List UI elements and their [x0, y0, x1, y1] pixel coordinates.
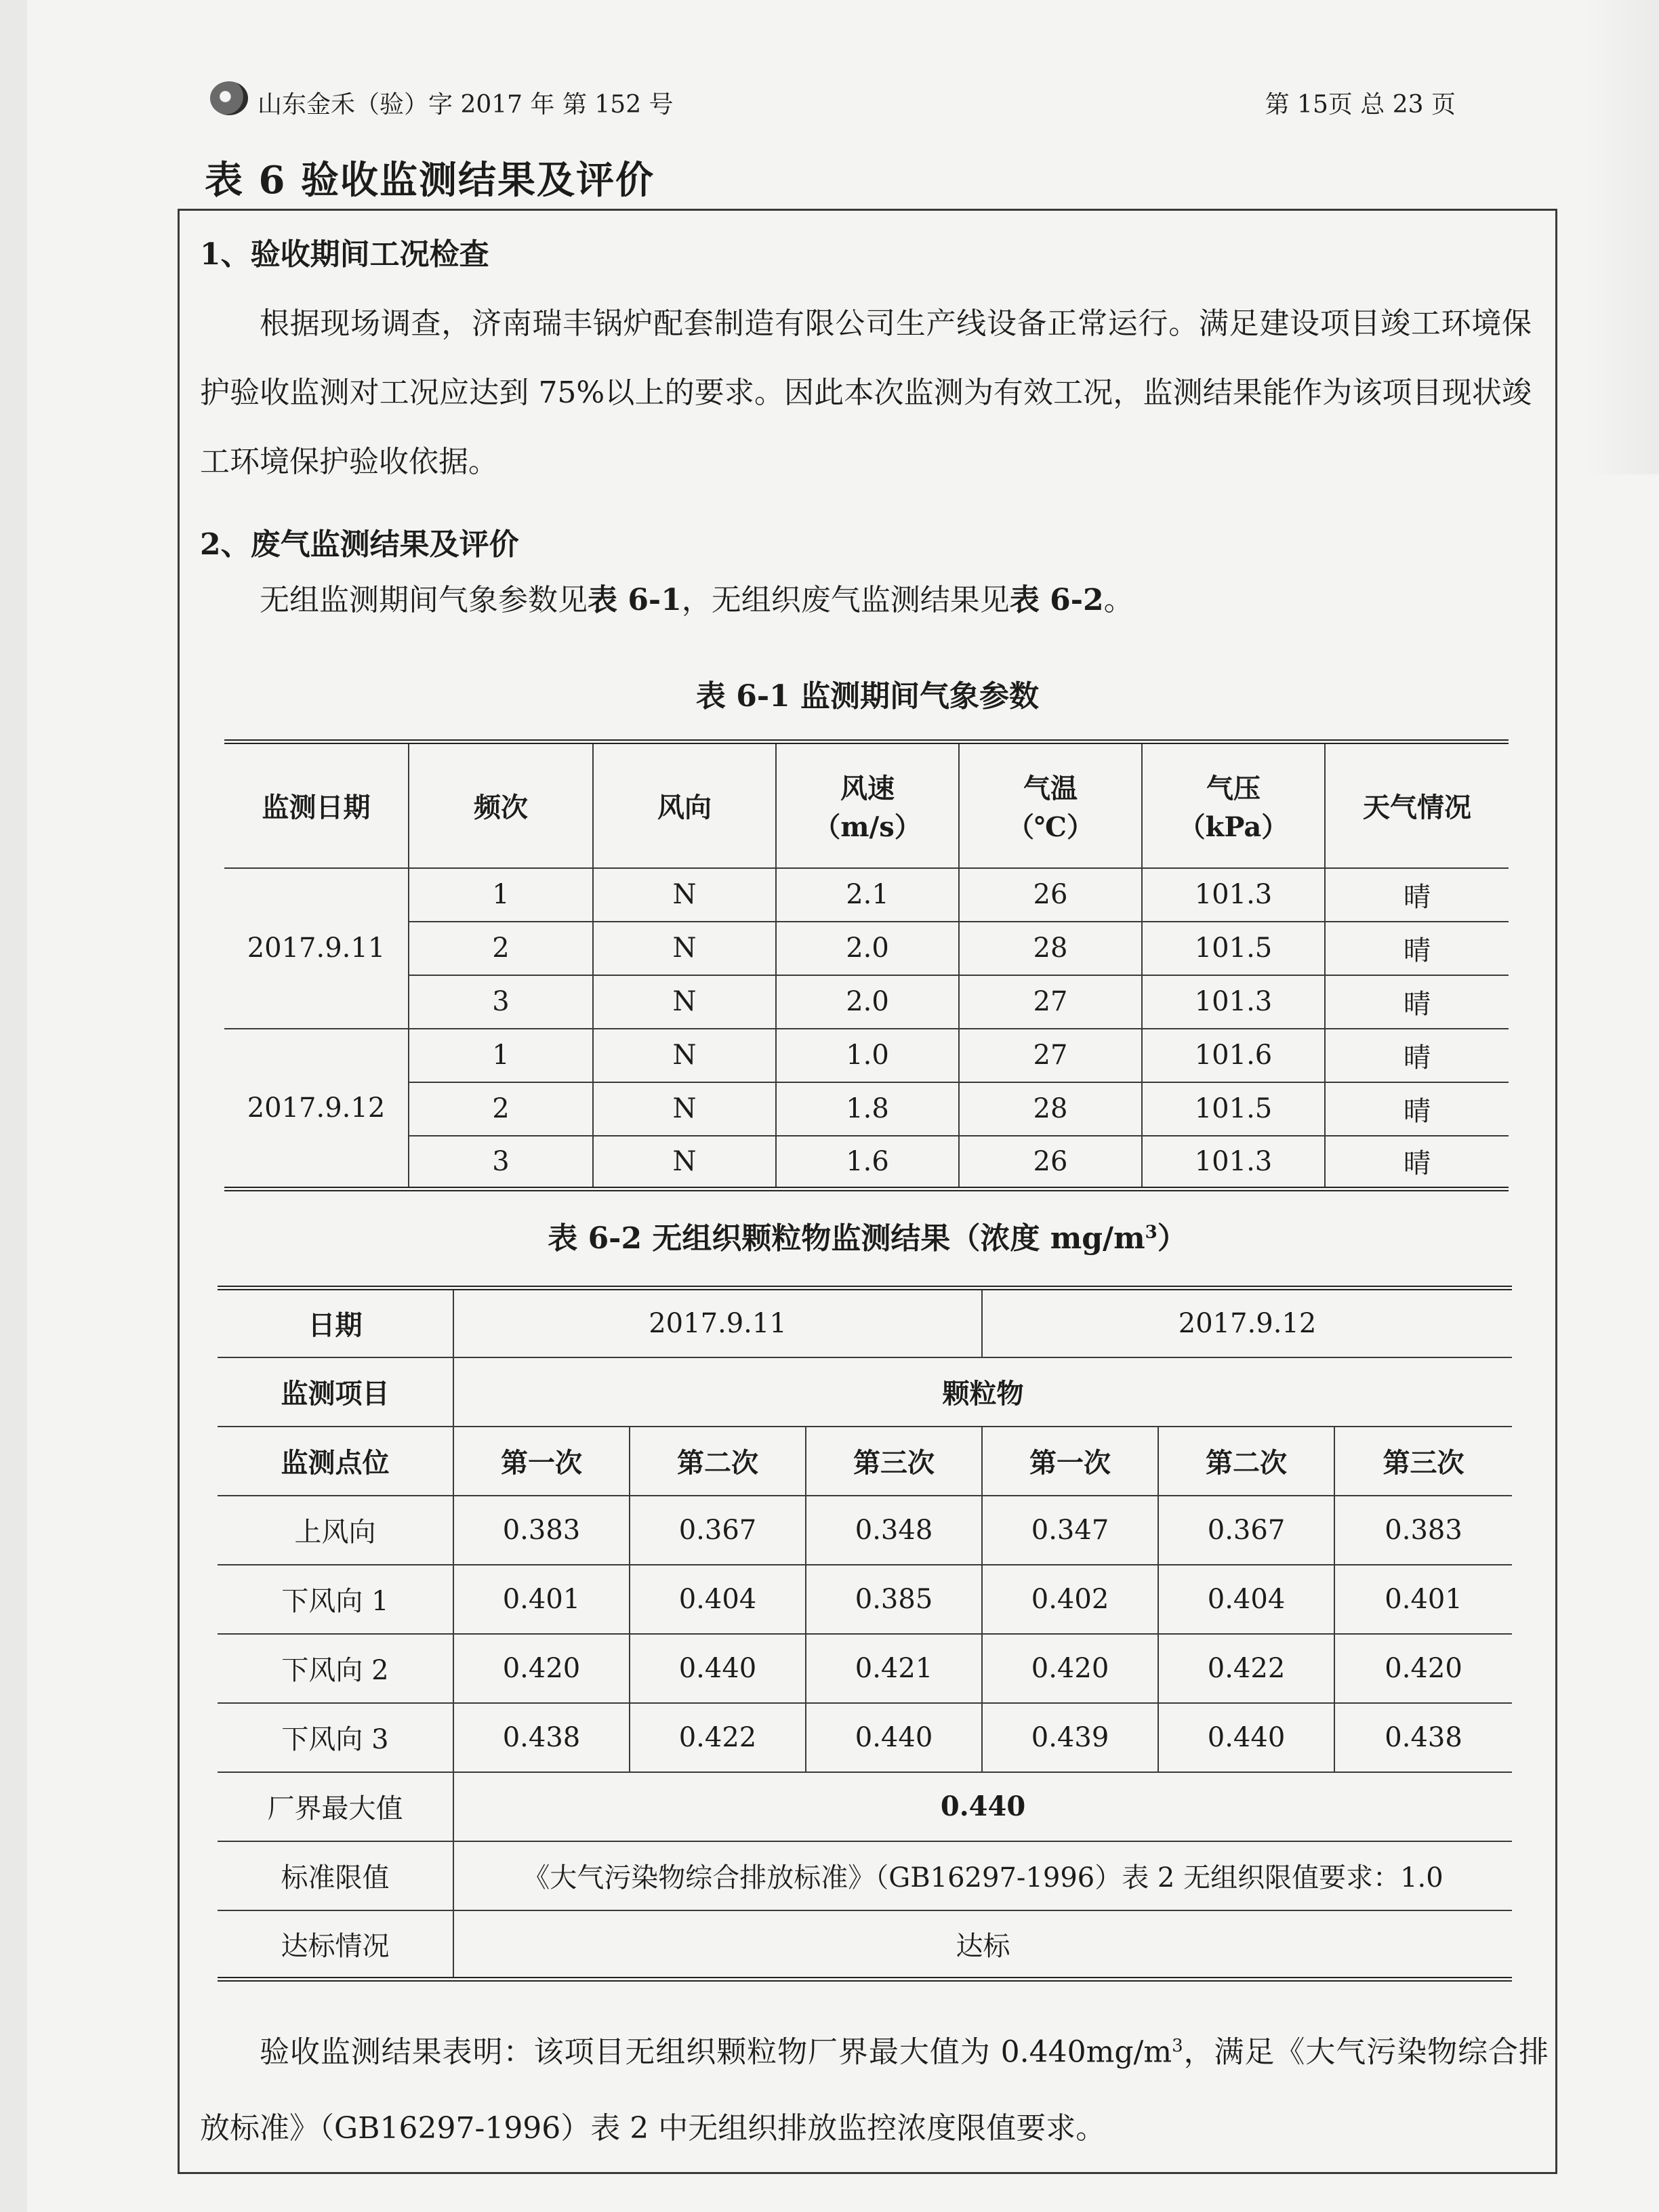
section1-title: 1、验收期间工况检查 [200, 237, 489, 272]
col-weather: 天气情况 [1325, 742, 1509, 868]
freq-cell: 2 [409, 922, 593, 975]
temp-cell: 27 [959, 975, 1142, 1029]
point-cell: 下风向 3 [218, 1703, 453, 1772]
temp-cell: 28 [959, 1082, 1142, 1136]
value-cell: 0.420 [453, 1634, 630, 1703]
pressure-cell: 101.5 [1142, 1082, 1325, 1136]
pressure-cell: 101.3 [1142, 975, 1325, 1029]
value-cell: 0.440 [1158, 1703, 1334, 1772]
weather-cell: 晴 [1325, 975, 1509, 1029]
value-cell: 0.404 [1158, 1565, 1334, 1634]
table1-header-row [224, 742, 1509, 868]
pressure-cell: 101.3 [1142, 868, 1325, 922]
temp-cell: 26 [959, 1136, 1142, 1189]
time-header: 第二次 [630, 1427, 806, 1496]
point-cell: 下风向 2 [218, 1634, 453, 1703]
section1-text: 根据现场调查，济南瑞丰锅炉配套制造有限公司生产线设备正常运行。满足建设项目竣工环境保护验收监测对工况应达到 75%以上的要求。因此本次监测为有效工况，监测结果能作为该项目现状竣工环境保护验收依据。 [200, 306, 1532, 479]
value-cell: 0.385 [806, 1565, 982, 1634]
weather-cell: 晴 [1325, 1029, 1509, 1082]
date-cell: 2017.9.12 [224, 1029, 409, 1189]
col-pressure: 气压 （kPa） [1142, 742, 1325, 868]
value-cell: 0.404 [630, 1565, 806, 1634]
table2-caption: 表 6-2 无组织颗粒物监测结果（浓度 $mg/m^3$） [548, 1221, 1187, 1256]
particulate-table [218, 1286, 1512, 1982]
weather-cell: 晴 [1325, 868, 1509, 922]
col-temp: 气温 （℃） [959, 742, 1142, 868]
dir-cell: N [593, 868, 776, 922]
doc-number: 山东金禾（验）字 2017 年 第 152 号 [258, 91, 674, 119]
section2-title: 2、废气监测结果及评价 [200, 527, 519, 562]
point-cell: 下风向 1 [218, 1565, 453, 1634]
result-value: 达标 [453, 1910, 1512, 1980]
value-cell: 0.440 [806, 1703, 982, 1772]
table1-caption: 表 6-1 监测期间气象参数 [695, 679, 1040, 714]
document-page [27, 0, 1659, 2212]
pressure-cell: 101.3 [1142, 1136, 1325, 1189]
table-row [224, 1136, 1509, 1189]
value-cell: 0.421 [806, 1634, 982, 1703]
time-header: 第二次 [1158, 1427, 1334, 1496]
date-cell: 2017.9.11 [224, 868, 409, 1029]
result-label: 达标情况 [218, 1910, 453, 1980]
temp-cell: 28 [959, 922, 1142, 975]
speed-cell: 1.0 [776, 1029, 959, 1082]
dir-cell: N [593, 922, 776, 975]
table2-date-row [218, 1288, 1512, 1357]
item-value: 颗粒物 [453, 1357, 1512, 1427]
table-row [224, 922, 1509, 975]
speed-cell: 2.1 [776, 868, 959, 922]
value-cell: 0.402 [982, 1565, 1158, 1634]
value-cell: 0.438 [453, 1703, 630, 1772]
freq-cell: 1 [409, 868, 593, 922]
time-header: 第三次 [1334, 1427, 1512, 1496]
table2-times-row [218, 1427, 1512, 1496]
value-cell: 0.440 [630, 1634, 806, 1703]
value-cell: 0.401 [1334, 1565, 1512, 1634]
freq-cell: 1 [409, 1029, 593, 1082]
freq-cell: 3 [409, 975, 593, 1029]
temp-cell: 27 [959, 1029, 1142, 1082]
value-cell: 0.383 [453, 1496, 630, 1565]
col-wind-speed: 风速 （m/s） [776, 742, 959, 868]
company-logo-icon [210, 81, 248, 115]
col-freq: 频次 [409, 742, 593, 868]
table2-standard-row [218, 1841, 1512, 1910]
time-header: 第一次 [453, 1427, 630, 1496]
table-row [218, 1496, 1512, 1565]
max-label: 厂界最大值 [218, 1772, 453, 1841]
point-cell: 上风向 [218, 1496, 453, 1565]
time-header: 第一次 [982, 1427, 1158, 1496]
table-row [218, 1565, 1512, 1634]
dir-cell: N [593, 1029, 776, 1082]
paper-shadow [1584, 0, 1659, 474]
freq-cell: 2 [409, 1082, 593, 1136]
weather-cell: 晴 [1325, 1082, 1509, 1136]
value-cell: 0.347 [982, 1496, 1158, 1565]
time-header: 第三次 [806, 1427, 982, 1496]
pressure-cell: 101.6 [1142, 1029, 1325, 1082]
speed-cell: 1.6 [776, 1136, 959, 1189]
value-cell: 0.422 [630, 1703, 806, 1772]
temp-cell: 26 [959, 868, 1142, 922]
value-cell: 0.422 [1158, 1634, 1334, 1703]
date1-cell: 2017.9.11 [453, 1288, 982, 1357]
weather-cell: 晴 [1325, 1136, 1509, 1189]
speed-cell: 2.0 [776, 922, 959, 975]
standard-label: 标准限值 [218, 1841, 453, 1910]
section2-intro: 无组监测期间气象参数见表 6-1，无组织废气监测结果见表 6-2。 [260, 583, 1134, 617]
table-row [224, 1082, 1509, 1136]
weather-table [224, 739, 1509, 1191]
value-cell: 0.367 [630, 1496, 806, 1565]
freq-cell: 3 [409, 1136, 593, 1189]
pressure-cell: 101.5 [1142, 922, 1325, 975]
dir-cell: N [593, 1136, 776, 1189]
date2-cell: 2017.9.12 [982, 1288, 1512, 1357]
table-row [224, 868, 1509, 922]
dir-cell: N [593, 975, 776, 1029]
table-row [218, 1703, 1512, 1772]
value-cell: 0.439 [982, 1703, 1158, 1772]
page-info: 第 15页 总 23 页 [1265, 91, 1456, 119]
table-row [224, 1029, 1509, 1082]
standard-value: 《大气污染物综合排放标准》（GB16297-1996）表 2 无组织限值要求：1.0 [453, 1841, 1512, 1910]
conclusion-text: 验收监测结果表明：该项目无组织颗粒物厂界最大值为 $0.440mg/m^3$，满足《大气污染物综合排放标准》（GB16297-1996）表 2 中无组织排放监控浓度限值要求。 [200, 2034, 1549, 2146]
date-label: 日期 [218, 1288, 453, 1357]
speed-cell: 2.0 [776, 975, 959, 1029]
main-title: 表 6 验收监测结果及评价 [205, 158, 655, 203]
col-wind-dir: 风向 [593, 742, 776, 868]
value-cell: 0.420 [982, 1634, 1158, 1703]
col-date: 监测日期 [224, 742, 409, 868]
table-row [218, 1634, 1512, 1703]
value-cell: 0.383 [1334, 1496, 1512, 1565]
page-header [210, 80, 1456, 127]
table2-max-row [218, 1772, 1512, 1841]
value-cell: 0.401 [453, 1565, 630, 1634]
value-cell: 0.348 [806, 1496, 982, 1565]
value-cell: 0.367 [1158, 1496, 1334, 1565]
item-label: 监测项目 [218, 1357, 453, 1427]
content-frame [178, 209, 1557, 2174]
max-value: 0.440 [453, 1772, 1512, 1841]
table2-item-row [218, 1357, 1512, 1427]
value-cell: 0.438 [1334, 1703, 1512, 1772]
value-cell: 0.420 [1334, 1634, 1512, 1703]
table2-result-row [218, 1910, 1512, 1980]
dir-cell: N [593, 1082, 776, 1136]
point-label: 监测点位 [218, 1427, 453, 1496]
table-row [224, 975, 1509, 1029]
weather-cell: 晴 [1325, 922, 1509, 975]
speed-cell: 1.8 [776, 1082, 959, 1136]
